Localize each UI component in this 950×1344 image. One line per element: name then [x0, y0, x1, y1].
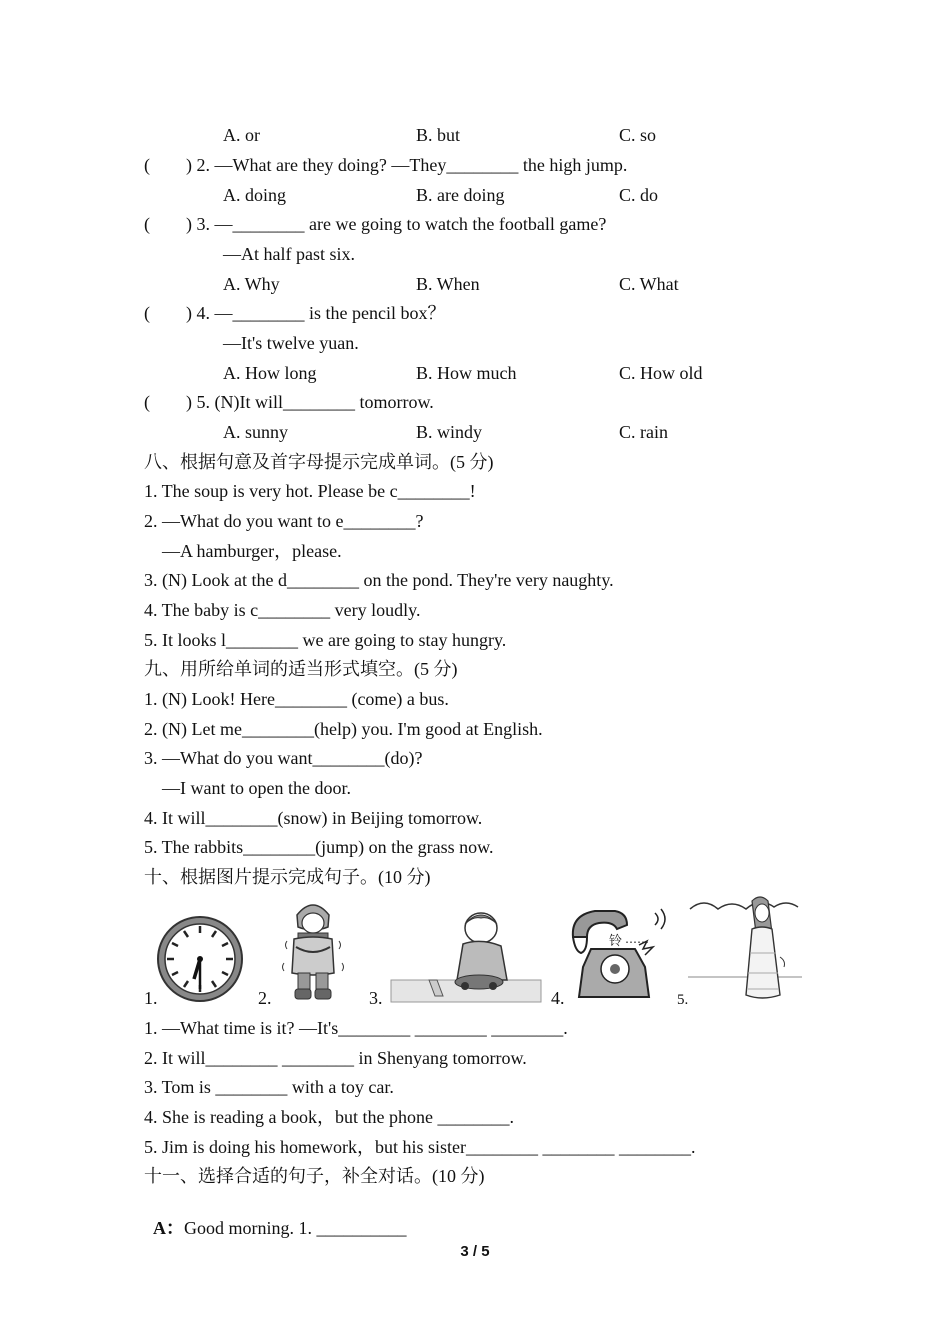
- q5-option-c: C. rain: [619, 422, 668, 442]
- picture-number-4: 4.: [551, 988, 565, 1008]
- q5-option-a: A. sunny: [223, 422, 289, 442]
- dialog-text: Good morning. 1. __________: [184, 1218, 407, 1238]
- q4-stem: ( ) 4. —________ is the pencil box？: [144, 303, 446, 323]
- section8-line-2-reply: —A hamburger，please.: [144, 541, 342, 561]
- picture-number-2: 2.: [258, 988, 272, 1008]
- section10-line-4: 4. She is reading a book，but the phone ________.: [144, 1107, 514, 1127]
- clock-icon: [156, 913, 246, 1005]
- boy-playing-toy-car-icon: [389, 910, 543, 1004]
- q2-option-c: C. do: [619, 185, 659, 205]
- q4-option-b: B. How much: [416, 363, 517, 383]
- q1-option-c: C. so: [619, 125, 657, 145]
- section8-line-2: 2. —What do you want to e________?: [144, 511, 424, 531]
- section8-line-1: 1. The soup is very hot. Please be c________!: [144, 481, 476, 501]
- section11-title: 十一、选择合适的句子，补全对话。(10 分): [144, 1166, 485, 1186]
- svg-text:……: ……: [625, 932, 649, 946]
- q4-option-a: A. How long: [223, 363, 317, 383]
- q3-reply: —At half past six.: [223, 244, 355, 264]
- section9-title: 九、用所给单词的适当形式填空。(5 分): [144, 659, 458, 679]
- picture-number-5: 5.: [677, 992, 689, 1008]
- section10-line-3: 3. Tom is ________ with a toy car.: [144, 1077, 394, 1097]
- q5-option-b: B. windy: [416, 422, 483, 442]
- cold-boy-icon: [280, 895, 346, 1005]
- section8-line-4: 4. The baby is c________ very loudly.: [144, 600, 421, 620]
- section9-line-5: 5. The rabbits________(jump) on the grass now.: [144, 837, 494, 857]
- speaker-a: A：: [153, 1218, 184, 1238]
- q3-option-c: C. What: [619, 274, 679, 294]
- q2-stem: ( ) 2. —What are they doing? —They________ the high jump.: [144, 155, 628, 175]
- section9-line-2: 2. (N) Let me________(help) you. I'm good at English.: [144, 719, 543, 739]
- q4-reply: —It's twelve yuan.: [223, 333, 359, 353]
- section10-line-5: 5. Jim is doing his homework，but his sister________ ________ ________.: [144, 1137, 696, 1157]
- section9-line-1: 1. (N) Look! Here________ (come) a bus.: [144, 689, 449, 709]
- section10-line-1: 1. —What time is it? —It's________ ________ ________.: [144, 1018, 568, 1038]
- section11-dialog-line: [144, 1195, 407, 1239]
- q4-option-c: C. How old: [619, 363, 703, 383]
- picture-number-1: 1.: [144, 988, 158, 1008]
- picture-number-3: 3.: [369, 988, 383, 1008]
- section10-line-2: 2. It will________ ________ in Shenyang tomorrow.: [144, 1048, 527, 1068]
- section8-line-5: 5. It looks l________ we are going to stay hungry.: [144, 630, 507, 650]
- q2-option-a: A. doing: [223, 185, 286, 205]
- section10-title: 十、根据图片提示完成句子。(10 分): [144, 867, 431, 887]
- q3-option-a: A. Why: [223, 274, 280, 294]
- section9-line-3-reply: —I want to open the door.: [144, 778, 351, 798]
- q2-option-b: B. are doing: [416, 185, 505, 205]
- girl-in-rain-icon: [688, 893, 802, 1005]
- q1-option-b: B. but: [416, 125, 461, 145]
- page-number: 3 / 5: [460, 1243, 490, 1260]
- section8-line-3: 3. (N) Look at the d________ on the pond. They're very naughty.: [144, 570, 614, 590]
- phone-ring-char: 铃: [609, 934, 623, 949]
- q3-option-b: B. When: [416, 274, 480, 294]
- q1-option-a: A. or: [223, 125, 260, 145]
- section8-title: 八、根据句意及首字母提示完成单词。(5 分): [144, 452, 494, 472]
- ringing-phone-icon: [565, 907, 670, 1003]
- q5-stem: ( ) 5. (N)It will________ tomorrow.: [144, 392, 434, 412]
- section9-line-3: 3. —What do you want________(do)?: [144, 748, 423, 768]
- q3-stem: ( ) 3. —________ are we going to watch the football game?: [144, 214, 607, 234]
- section9-line-4: 4. It will________(snow) in Beijing tomorrow.: [144, 808, 483, 828]
